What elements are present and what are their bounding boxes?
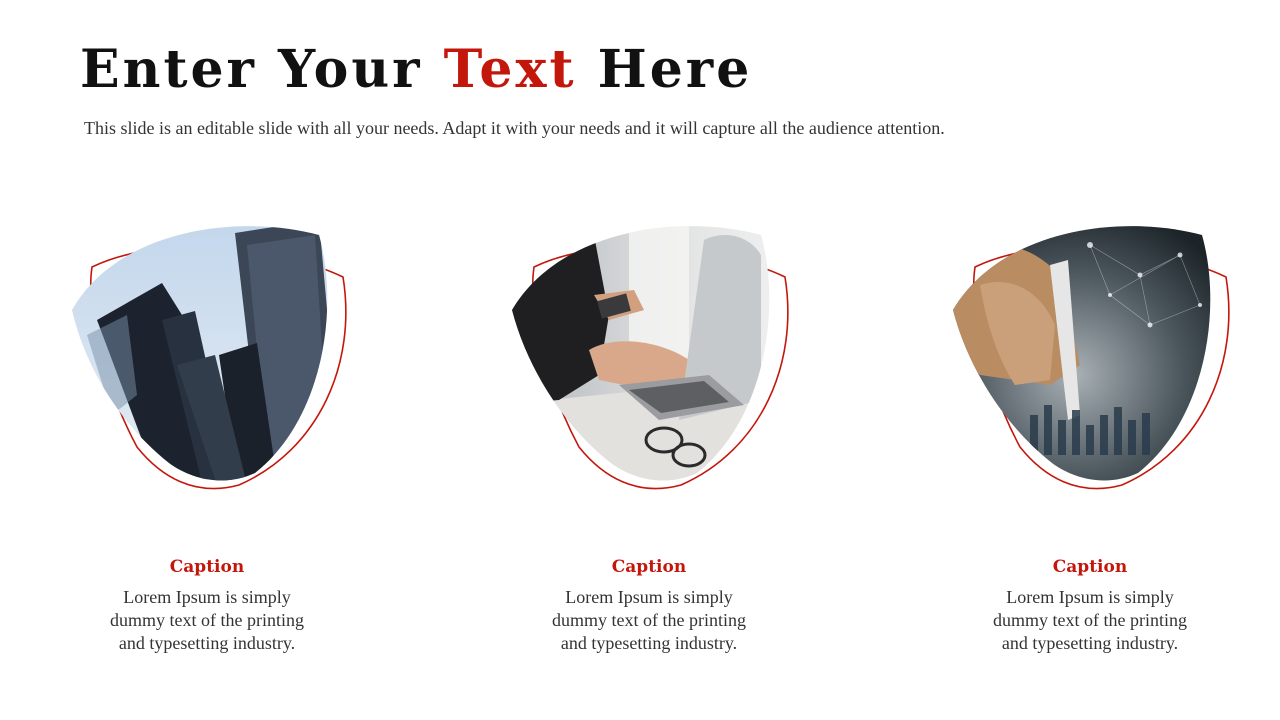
caption-2: Caption (611, 557, 687, 577)
city-skyscrapers-photo (57, 215, 357, 505)
title-part-2: Here (576, 39, 753, 100)
card-1 (57, 215, 357, 665)
card-text-3: Lorem Ipsum is simply dummy text of the printing and typesetting industry. (993, 587, 1187, 653)
slide-subtitle: This slide is an editable slide with all your needs. Adapt it with your needs and it will capture all the audience attention. (84, 118, 945, 138)
card-3 (940, 215, 1240, 665)
title-accent: Text (443, 39, 577, 100)
title-part-1: Enter Your (80, 39, 444, 100)
laptop-typing-photo (499, 215, 799, 505)
caption-1: Caption (169, 557, 245, 577)
caption-3: Caption (1052, 557, 1128, 577)
card-text-2: Lorem Ipsum is simply dummy text of the printing and typesetting industry. (552, 587, 746, 653)
card-2 (499, 215, 799, 665)
slide-title (80, 38, 752, 102)
finance-chart-hand-photo (940, 215, 1240, 505)
card-text-1: Lorem Ipsum is simply dummy text of the printing and typesetting industry. (110, 587, 304, 653)
